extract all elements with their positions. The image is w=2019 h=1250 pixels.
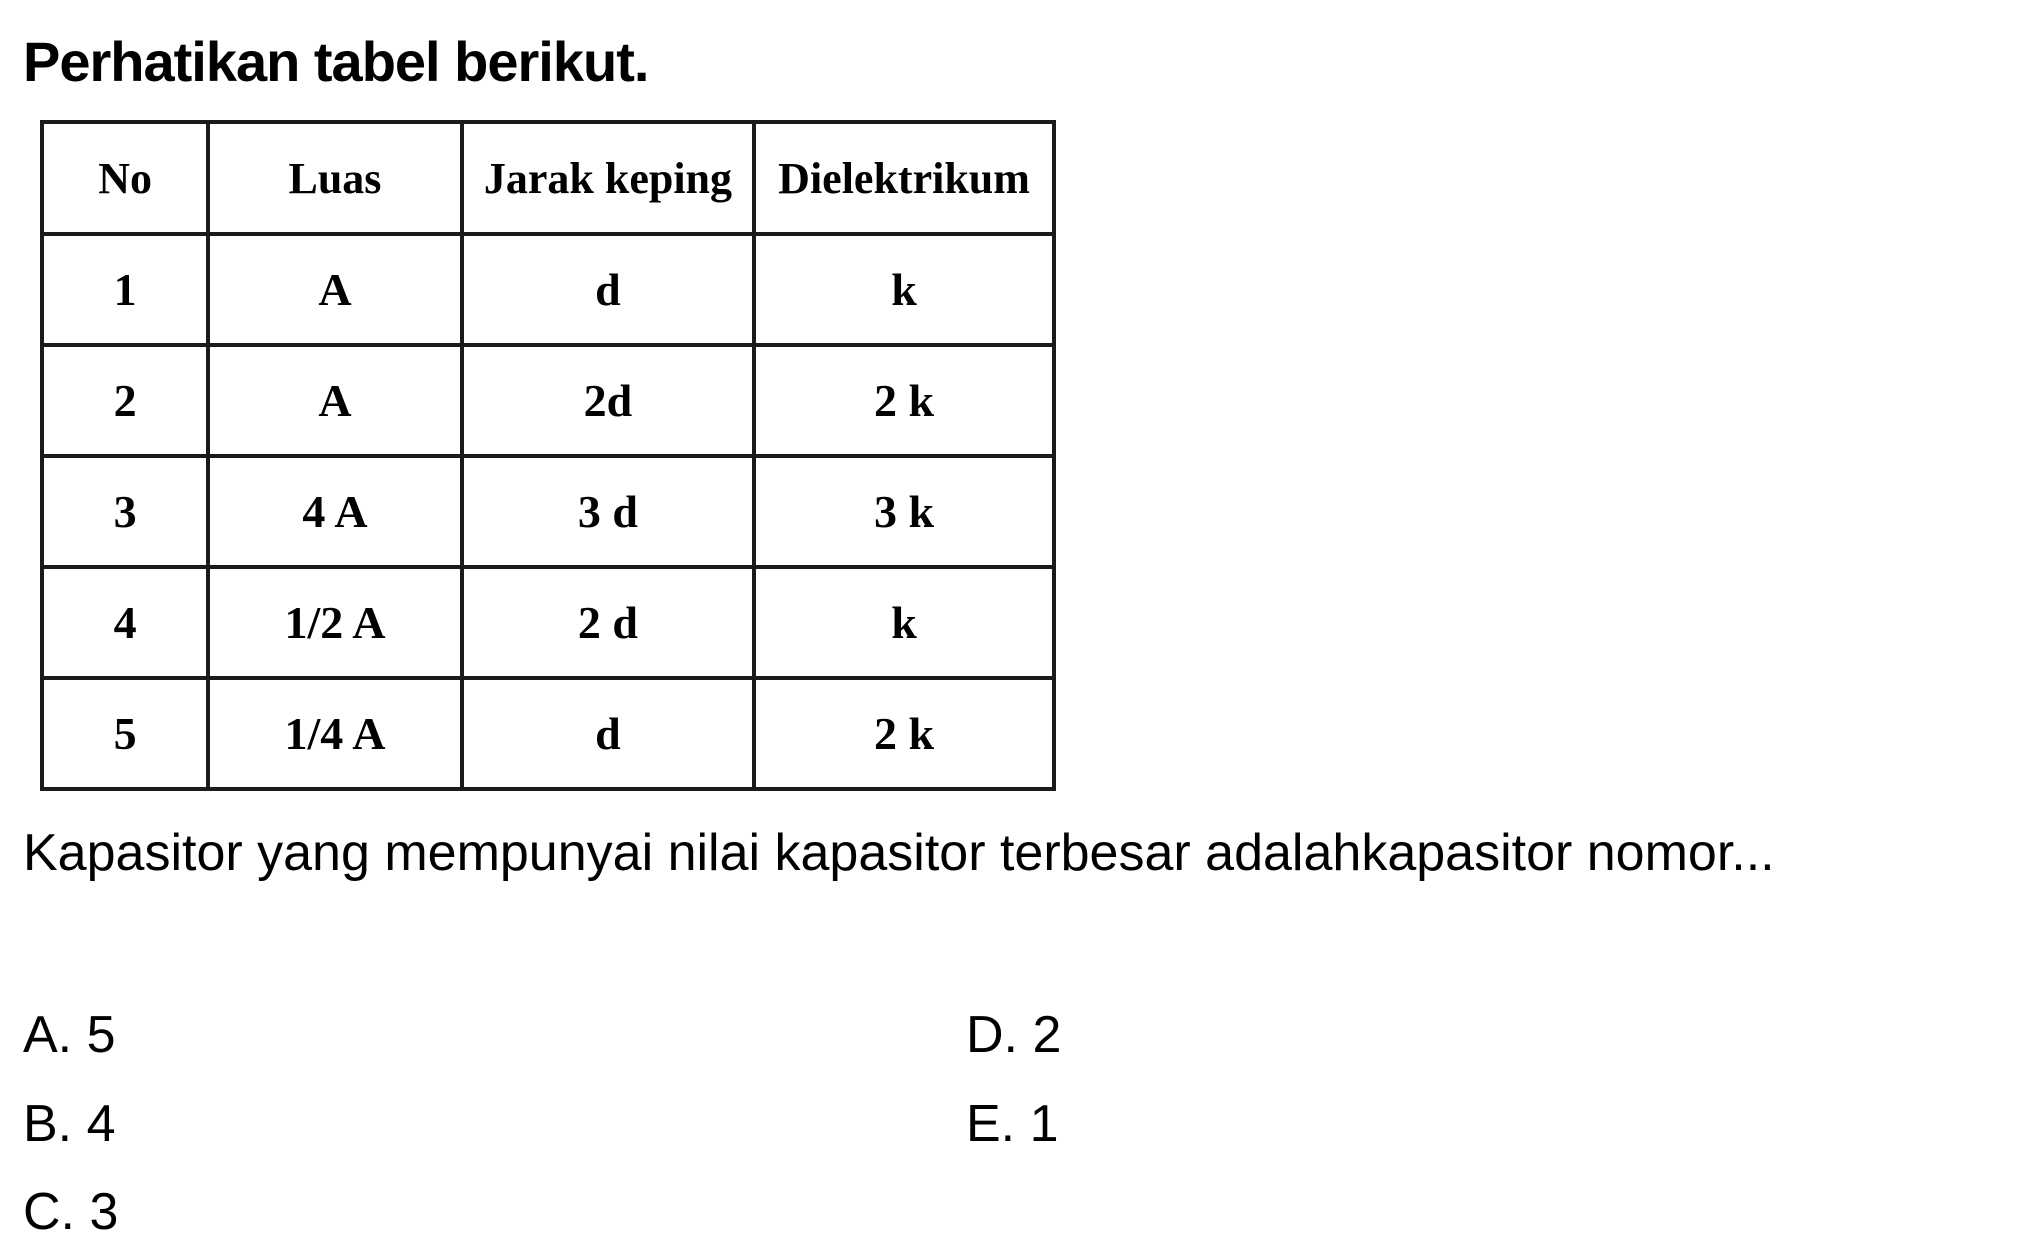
option-e[interactable]: E. 1	[966, 1095, 1059, 1153]
cell-luas: 1/2 A	[208, 567, 462, 678]
cell-jarak-keping: d	[462, 678, 754, 789]
option-c[interactable]: C. 3	[23, 1183, 119, 1241]
table-row	[42, 567, 1054, 678]
cell-dielektrikum: k	[754, 567, 1054, 678]
cell-no: 4	[42, 567, 208, 678]
cell-jarak-keping: d	[462, 234, 754, 345]
cell-no: 3	[42, 456, 208, 567]
header-jarak-keping: Jarak keping	[462, 122, 754, 234]
table-row	[42, 456, 1054, 567]
cell-luas: 4 A	[208, 456, 462, 567]
cell-jarak-keping: 2d	[462, 345, 754, 456]
option-d[interactable]: D. 2	[966, 1006, 1062, 1064]
cell-luas: A	[208, 234, 462, 345]
cell-luas: A	[208, 345, 462, 456]
cell-no: 5	[42, 678, 208, 789]
header-no: No	[42, 122, 208, 234]
cell-dielektrikum: 3 k	[754, 456, 1054, 567]
cell-dielektrikum: k	[754, 234, 1054, 345]
cell-jarak-keping: 3 d	[462, 456, 754, 567]
cell-no: 2	[42, 345, 208, 456]
header-luas: Luas	[208, 122, 462, 234]
table-row	[42, 345, 1054, 456]
option-a[interactable]: A. 5	[23, 1006, 116, 1064]
option-b[interactable]: B. 4	[23, 1095, 116, 1153]
header-dielektrikum: Dielektrikum	[754, 122, 1054, 234]
cell-dielektrikum: 2 k	[754, 678, 1054, 789]
cell-luas: 1/4 A	[208, 678, 462, 789]
table-header-row	[42, 122, 1054, 234]
cell-jarak-keping: 2 d	[462, 567, 754, 678]
table-row	[42, 234, 1054, 345]
intro-text: Perhatikan tabel berikut.	[23, 30, 649, 93]
capacitor-table	[40, 120, 1056, 791]
question-text: Kapasitor yang mempunyai nilai kapasitor terbesar adalahkapasitor nomor...	[23, 824, 1775, 882]
table-row	[42, 678, 1054, 789]
cell-no: 1	[42, 234, 208, 345]
cell-dielektrikum: 2 k	[754, 345, 1054, 456]
